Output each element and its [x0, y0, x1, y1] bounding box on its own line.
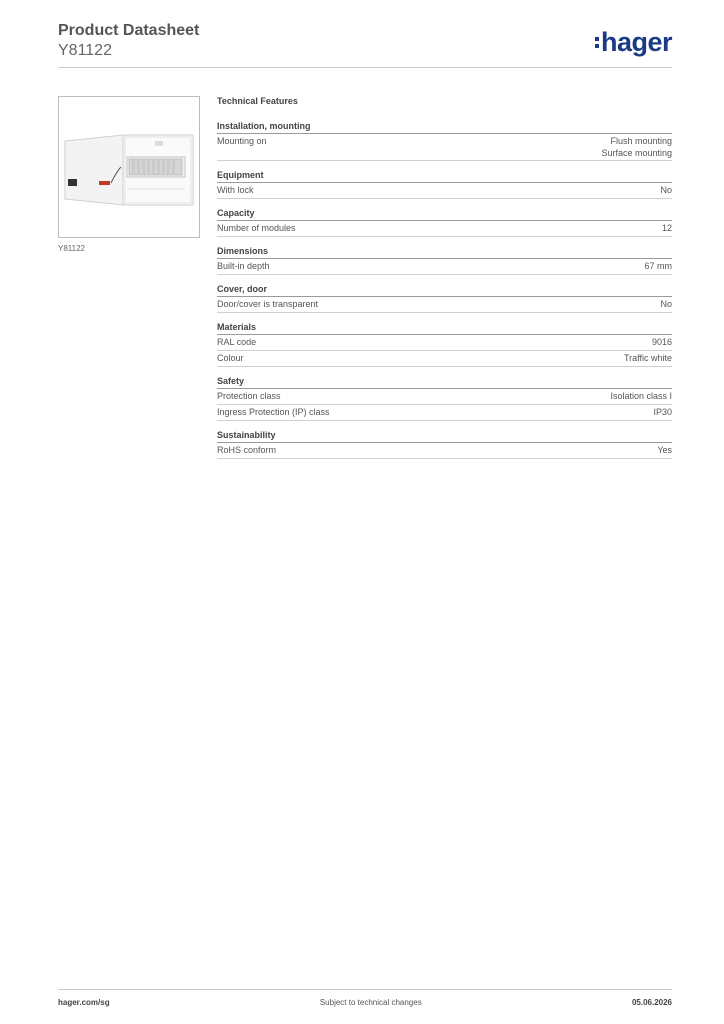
feature-value-line: No	[660, 299, 672, 309]
feature-section	[217, 321, 672, 367]
section-title: Safety	[217, 375, 672, 389]
feature-section	[217, 207, 672, 237]
feature-section	[217, 245, 672, 275]
feature-label: Built-in depth	[217, 261, 270, 271]
feature-row	[217, 297, 672, 313]
feature-label: RAL code	[217, 337, 257, 347]
feature-label: Ingress Protection (IP) class	[217, 407, 330, 417]
features-heading: Technical Features	[217, 96, 298, 106]
feature-value-line: Yes	[657, 445, 672, 455]
feature-value-line: 67 mm	[644, 261, 672, 271]
feature-row	[217, 405, 672, 421]
feature-section	[217, 169, 672, 199]
footer-date: 05.06.2026	[631, 998, 672, 1007]
feature-row	[217, 335, 672, 351]
feature-value	[662, 222, 672, 235]
product-code: Y81122	[58, 42, 112, 59]
hager-logo	[595, 27, 672, 58]
feature-value-line: Isolation class I	[610, 391, 672, 401]
feature-value	[660, 184, 672, 197]
logo-text: hager	[600, 27, 672, 57]
section-title: Cover, door	[217, 283, 672, 297]
feature-value	[652, 336, 672, 349]
feature-label: RoHS conform	[217, 445, 277, 455]
feature-label: Protection class	[217, 391, 281, 401]
feature-label: Door/cover is transparent	[217, 299, 319, 309]
feature-section	[217, 120, 672, 161]
page-title: Product Datasheet	[58, 22, 200, 39]
feature-value	[657, 444, 672, 457]
section-title: Installation, mounting	[217, 120, 672, 134]
logo-dots-icon	[595, 27, 599, 48]
feature-value	[610, 390, 672, 403]
feature-section	[217, 375, 672, 421]
image-caption: Y81122	[58, 244, 85, 253]
section-title: Capacity	[217, 207, 672, 221]
feature-value-line: Flush mounting	[610, 136, 672, 146]
product-image	[58, 96, 200, 238]
door-label-icon	[68, 179, 77, 186]
feature-row	[217, 259, 672, 275]
feature-section	[217, 283, 672, 313]
feature-row	[217, 134, 672, 161]
feature-row	[217, 351, 672, 367]
feature-row	[217, 221, 672, 237]
feature-section	[217, 429, 672, 459]
feature-row	[217, 389, 672, 405]
feature-value-line: No	[660, 185, 672, 195]
feature-value	[644, 260, 672, 273]
feature-label: Number of modules	[217, 223, 296, 233]
footer-website[interactable]: hager.com/sg	[58, 998, 110, 1007]
footer-divider	[58, 989, 672, 990]
feature-row	[217, 183, 672, 199]
enclosure-illustration-icon	[59, 97, 199, 237]
feature-label: With lock	[217, 185, 254, 195]
footer-notice: Subject to technical changes	[319, 998, 422, 1007]
section-title: Dimensions	[217, 245, 672, 259]
feature-value	[653, 406, 672, 419]
section-title: Sustainability	[217, 429, 672, 443]
feature-label: Mounting on	[217, 136, 267, 146]
page-header	[58, 21, 199, 61]
feature-value	[624, 352, 672, 365]
feature-value-line: Traffic white	[623, 353, 672, 363]
technical-features	[217, 95, 672, 467]
feature-value-line: 9016	[651, 337, 672, 347]
header-divider	[58, 67, 672, 68]
feature-value	[660, 298, 672, 311]
feature-value-line: IP30	[653, 407, 672, 417]
feature-value-line: Surface mounting	[601, 148, 672, 158]
feature-row	[217, 443, 672, 459]
feature-value-line: 12	[661, 223, 672, 233]
page-footer	[58, 998, 672, 1007]
section-title: Equipment	[217, 169, 672, 183]
feature-label: Colour	[217, 353, 244, 363]
section-title: Materials	[217, 321, 672, 335]
feature-value	[601, 135, 672, 159]
